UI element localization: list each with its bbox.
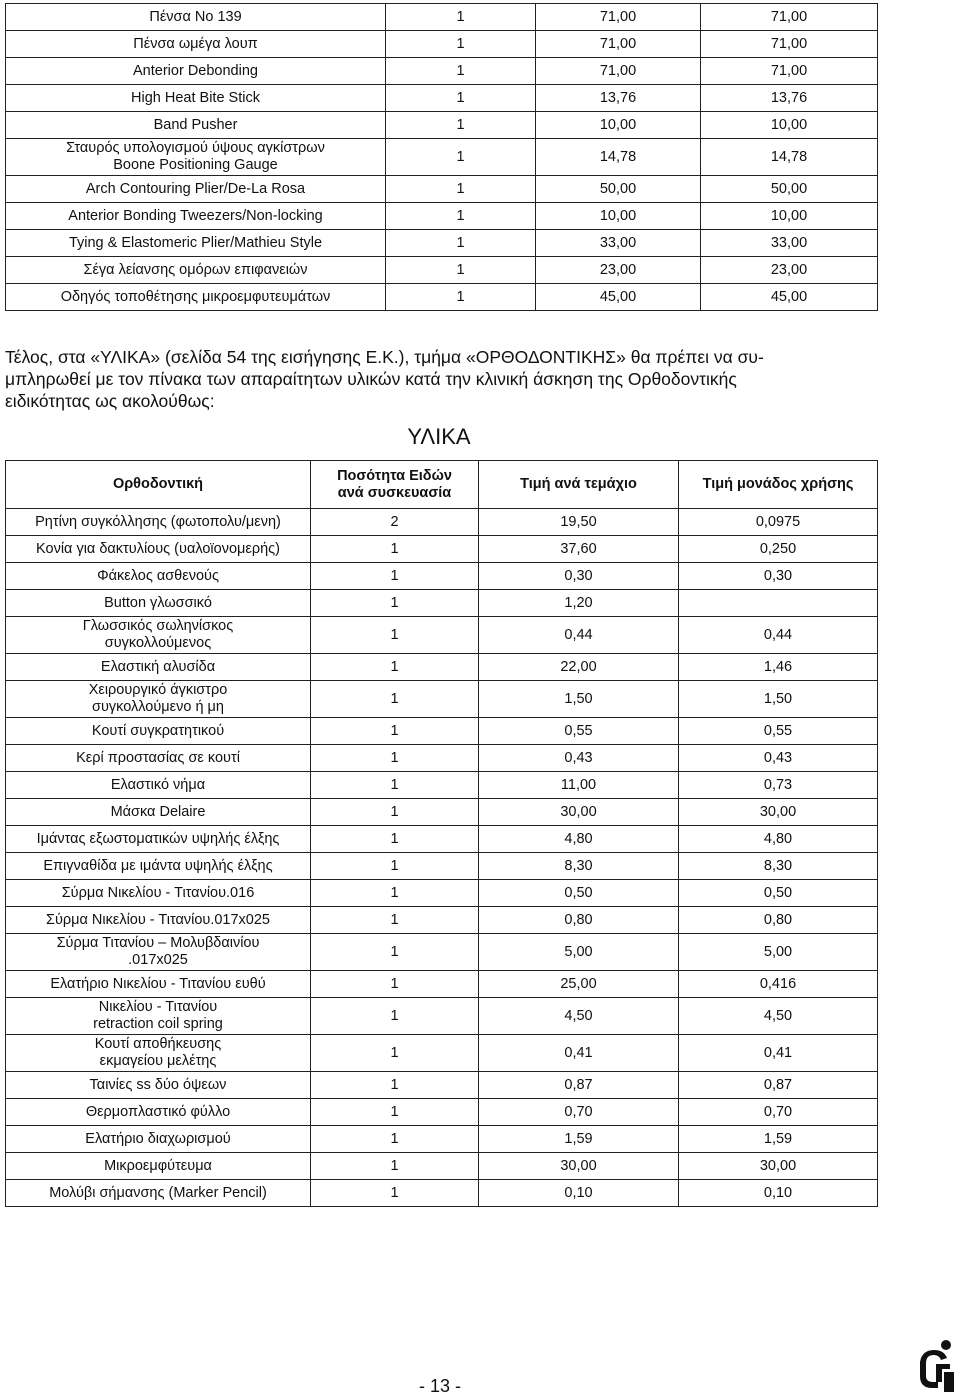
material-name-cell: Χειρουργικό άγκιστρο συγκολλούμενο ή μη <box>6 681 311 718</box>
unit-price-cell: 37,60 <box>479 536 679 563</box>
unit-price-cell: 0,80 <box>479 907 679 934</box>
section-heading: ΥΛΙΚΑ <box>407 424 471 449</box>
table-row <box>6 617 878 654</box>
table-row <box>6 971 878 998</box>
unit-price-cell: 0,10 <box>479 1180 679 1207</box>
table-row <box>6 1099 878 1126</box>
table-header-row <box>6 461 878 509</box>
quantity-cell: 1 <box>311 880 479 907</box>
item-name-cell: Tying & Elastomeric Plier/Mathieu Style <box>6 230 386 257</box>
quantity-cell: 1 <box>311 971 479 998</box>
table-row <box>6 139 878 176</box>
material-name-cell: Κονία για δακτυλίους (υαλοϊονομερής) <box>6 536 311 563</box>
quantity-cell: 1 <box>311 654 479 681</box>
table-row <box>6 4 878 31</box>
table-row <box>6 718 878 745</box>
material-name-cell: Θερμοπλαστικό φύλλο <box>6 1099 311 1126</box>
table-row <box>6 745 878 772</box>
quantity-cell: 1 <box>386 4 536 31</box>
table-row <box>6 934 878 971</box>
unit-price-cell: 14,78 <box>536 139 701 176</box>
unit-price-cell: 11,00 <box>479 772 679 799</box>
material-name-cell: Νικελίου - Τιτανίου retraction coil spring <box>6 998 311 1035</box>
quantity-cell: 1 <box>311 536 479 563</box>
quantity-cell: 1 <box>311 907 479 934</box>
use-price-cell: 1,50 <box>679 681 878 718</box>
material-name-cell: Ρητίνη συγκόλλησης (φωτοπολυ/μενη) <box>6 509 311 536</box>
col-header-use-price: Τιμή μονάδος χρήσης <box>679 461 878 509</box>
total-price-cell: 50,00 <box>701 176 878 203</box>
material-name-cell: Μολύβι σήμανσης (Marker Pencil) <box>6 1180 311 1207</box>
total-price-cell: 14,78 <box>701 139 878 176</box>
use-price-cell: 0,0975 <box>679 509 878 536</box>
unit-price-cell: 10,00 <box>536 112 701 139</box>
unit-price-cell: 5,00 <box>479 934 679 971</box>
unit-price-cell: 71,00 <box>536 58 701 85</box>
item-name-cell: Πένσα ωμέγα λουπ <box>6 31 386 58</box>
quantity-cell: 1 <box>386 257 536 284</box>
quantity-cell: 1 <box>311 718 479 745</box>
material-name-cell: Κουτί συγκρατητικού <box>6 718 311 745</box>
equipment-table <box>5 3 878 311</box>
table-row <box>6 772 878 799</box>
total-price-cell: 71,00 <box>701 58 878 85</box>
total-price-cell: 45,00 <box>701 284 878 311</box>
quantity-cell: 1 <box>311 1099 479 1126</box>
table-row <box>6 58 878 85</box>
total-price-cell: 10,00 <box>701 203 878 230</box>
material-name-cell: Button γλωσσικό <box>6 590 311 617</box>
use-price-cell: 4,50 <box>679 998 878 1035</box>
quantity-cell: 1 <box>311 1126 479 1153</box>
table-row <box>6 826 878 853</box>
use-price-cell: 0,10 <box>679 1180 878 1207</box>
unit-price-cell: 1,50 <box>479 681 679 718</box>
material-name-cell: Ελαστική αλυσίδα <box>6 654 311 681</box>
use-price-cell: 1,59 <box>679 1126 878 1153</box>
item-name-cell: Anterior Debonding <box>6 58 386 85</box>
unit-price-cell: 1,20 <box>479 590 679 617</box>
material-name-cell: Ελαστικό νήμα <box>6 772 311 799</box>
quantity-cell: 1 <box>386 112 536 139</box>
unit-price-cell: 0,41 <box>479 1035 679 1072</box>
quantity-cell: 1 <box>386 139 536 176</box>
intro-paragraph <box>5 346 877 412</box>
use-price-cell: 0,41 <box>679 1035 878 1072</box>
quantity-cell: 1 <box>311 853 479 880</box>
table-row <box>6 1035 878 1072</box>
use-price-cell: 0,416 <box>679 971 878 998</box>
material-name-cell: Σύρμα Νικελίου - Τιτανίου.017x025 <box>6 907 311 934</box>
material-name-cell: Κερί προστασίας σε κουτί <box>6 745 311 772</box>
unit-price-cell: 0,55 <box>479 718 679 745</box>
paragraph-line: μπληρωθεί με τον πίνακα των απαραίτητων υλικών κατά την κλινική άσκηση της Ορθοδοντικής <box>5 369 737 389</box>
unit-price-cell: 0,70 <box>479 1099 679 1126</box>
use-price-cell: 0,70 <box>679 1099 878 1126</box>
col-header-orthodontic: Ορθοδοντική <box>6 461 311 509</box>
use-price-cell: 0,87 <box>679 1072 878 1099</box>
quantity-cell: 1 <box>311 1072 479 1099</box>
item-name-cell: Σταυρός υπολογισμού ύψους αγκίστρων Boone Positioning Gauge <box>6 139 386 176</box>
quantity-cell: 1 <box>386 203 536 230</box>
table-row <box>6 176 878 203</box>
table-row <box>6 681 878 718</box>
table-row <box>6 654 878 681</box>
quantity-cell: 1 <box>386 31 536 58</box>
item-name-cell: Οδηγός τοποθέτησης μικροεμφυτευμάτων <box>6 284 386 311</box>
col-header-unit-price: Τιμή ανά τεμάχιο <box>479 461 679 509</box>
use-price-cell: 0,250 <box>679 536 878 563</box>
material-name-cell: Φάκελος ασθενούς <box>6 563 311 590</box>
unit-price-cell: 4,50 <box>479 998 679 1035</box>
quantity-cell: 1 <box>386 230 536 257</box>
table-row <box>6 1072 878 1099</box>
table-row <box>6 907 878 934</box>
quantity-cell: 1 <box>386 284 536 311</box>
quantity-cell: 1 <box>386 85 536 112</box>
quantity-cell: 1 <box>386 58 536 85</box>
unit-price-cell: 19,50 <box>479 509 679 536</box>
use-price-cell: 0,30 <box>679 563 878 590</box>
use-price-cell: 30,00 <box>679 1153 878 1180</box>
quantity-cell: 1 <box>311 934 479 971</box>
table-row <box>6 853 878 880</box>
paragraph-line: Τέλος, στα «ΥΛΙΚΑ» (σελίδα 54 της εισήγησης Ε.Κ.), τμήμα «ΟΡΘΟΔΟΝΤΙΚΗΣ» θα πρέπει να συ- <box>5 347 764 367</box>
unit-price-cell: 8,30 <box>479 853 679 880</box>
unit-price-cell: 71,00 <box>536 4 701 31</box>
table-row <box>6 998 878 1035</box>
paragraph-line: ειδικότητας ως ακολούθως: <box>5 391 215 411</box>
quantity-cell: 1 <box>311 617 479 654</box>
total-price-cell: 13,76 <box>701 85 878 112</box>
table-row <box>6 799 878 826</box>
unit-price-cell: 50,00 <box>536 176 701 203</box>
table-row <box>6 284 878 311</box>
use-price-cell <box>679 590 878 617</box>
table-row <box>6 1180 878 1207</box>
use-price-cell: 30,00 <box>679 799 878 826</box>
page-number: - 13 - <box>418 1376 461 1396</box>
materials-table <box>5 460 878 1207</box>
unit-price-cell: 4,80 <box>479 826 679 853</box>
table-row <box>6 203 878 230</box>
item-name-cell: Anterior Bonding Tweezers/Non-locking <box>6 203 386 230</box>
total-price-cell: 71,00 <box>701 4 878 31</box>
unit-price-cell: 33,00 <box>536 230 701 257</box>
unit-price-cell: 23,00 <box>536 257 701 284</box>
table-row <box>6 1153 878 1180</box>
unit-price-cell: 0,87 <box>479 1072 679 1099</box>
use-price-cell: 0,50 <box>679 880 878 907</box>
table-row <box>6 112 878 139</box>
use-price-cell: 0,73 <box>679 772 878 799</box>
use-price-cell: 0,55 <box>679 718 878 745</box>
unit-price-cell: 10,00 <box>536 203 701 230</box>
unit-price-cell: 0,44 <box>479 617 679 654</box>
quantity-cell: 1 <box>311 998 479 1035</box>
table-row <box>6 257 878 284</box>
quantity-cell: 1 <box>311 681 479 718</box>
total-price-cell: 23,00 <box>701 257 878 284</box>
table-row <box>6 85 878 112</box>
unit-price-cell: 1,59 <box>479 1126 679 1153</box>
use-price-cell: 4,80 <box>679 826 878 853</box>
unit-price-cell: 0,30 <box>479 563 679 590</box>
quantity-cell: 1 <box>311 826 479 853</box>
unit-price-cell: 45,00 <box>536 284 701 311</box>
material-name-cell: Επιγναθίδα με ιμάντα υψηλής έλξης <box>6 853 311 880</box>
unit-price-cell: 0,50 <box>479 880 679 907</box>
table-row <box>6 230 878 257</box>
material-name-cell: Ταινίες ss δύο όψεων <box>6 1072 311 1099</box>
ministry-logo-icon <box>914 1336 956 1399</box>
table-row <box>6 536 878 563</box>
material-name-cell: Μικροεμφύτευμα <box>6 1153 311 1180</box>
material-name-cell: Σύρμα Νικελίου - Τιτανίου.016 <box>6 880 311 907</box>
unit-price-cell: 22,00 <box>479 654 679 681</box>
quantity-cell: 1 <box>311 590 479 617</box>
quantity-cell: 1 <box>311 563 479 590</box>
material-name-cell: Γλωσσικός σωληνίσκος συγκολλούμενος <box>6 617 311 654</box>
item-name-cell: Σέγα λείανσης ομόρων επιφανειών <box>6 257 386 284</box>
total-price-cell: 10,00 <box>701 112 878 139</box>
material-name-cell: Σύρμα Τιτανίου – Μολυβδαινίου .017x025 <box>6 934 311 971</box>
col-header-quantity: Ποσότητα Ειδών ανά συσκευασία <box>311 461 479 509</box>
item-name-cell: Band Pusher <box>6 112 386 139</box>
table-row <box>6 563 878 590</box>
item-name-cell: High Heat Bite Stick <box>6 85 386 112</box>
quantity-cell: 1 <box>311 1153 479 1180</box>
use-price-cell: 1,46 <box>679 654 878 681</box>
item-name-cell: Arch Contouring Plier/De-La Rosa <box>6 176 386 203</box>
quantity-cell: 1 <box>386 176 536 203</box>
unit-price-cell: 0,43 <box>479 745 679 772</box>
unit-price-cell: 30,00 <box>479 799 679 826</box>
material-name-cell: Ιμάντας εξωστοματικών υψηλής έλξης <box>6 826 311 853</box>
material-name-cell: Μάσκα Delaire <box>6 799 311 826</box>
unit-price-cell: 71,00 <box>536 31 701 58</box>
unit-price-cell: 13,76 <box>536 85 701 112</box>
use-price-cell: 5,00 <box>679 934 878 971</box>
quantity-cell: 1 <box>311 799 479 826</box>
table-row <box>6 31 878 58</box>
material-name-cell: Ελατήριο διαχωρισμού <box>6 1126 311 1153</box>
total-price-cell: 33,00 <box>701 230 878 257</box>
table-row <box>6 1126 878 1153</box>
use-price-cell: 0,44 <box>679 617 878 654</box>
quantity-cell: 1 <box>311 745 479 772</box>
item-name-cell: Πένσα No 139 <box>6 4 386 31</box>
use-price-cell: 8,30 <box>679 853 878 880</box>
quantity-cell: 1 <box>311 772 479 799</box>
table-row <box>6 509 878 536</box>
material-name-cell: Ελατήριο Νικελίου - Τιτανίου ευθύ <box>6 971 311 998</box>
unit-price-cell: 25,00 <box>479 971 679 998</box>
table-row <box>6 590 878 617</box>
quantity-cell: 2 <box>311 509 479 536</box>
quantity-cell: 1 <box>311 1035 479 1072</box>
use-price-cell: 0,80 <box>679 907 878 934</box>
use-price-cell: 0,43 <box>679 745 878 772</box>
total-price-cell: 71,00 <box>701 31 878 58</box>
quantity-cell: 1 <box>311 1180 479 1207</box>
table-row <box>6 880 878 907</box>
material-name-cell: Κουτί αποθήκευσης εκμαγείου μελέτης <box>6 1035 311 1072</box>
unit-price-cell: 30,00 <box>479 1153 679 1180</box>
